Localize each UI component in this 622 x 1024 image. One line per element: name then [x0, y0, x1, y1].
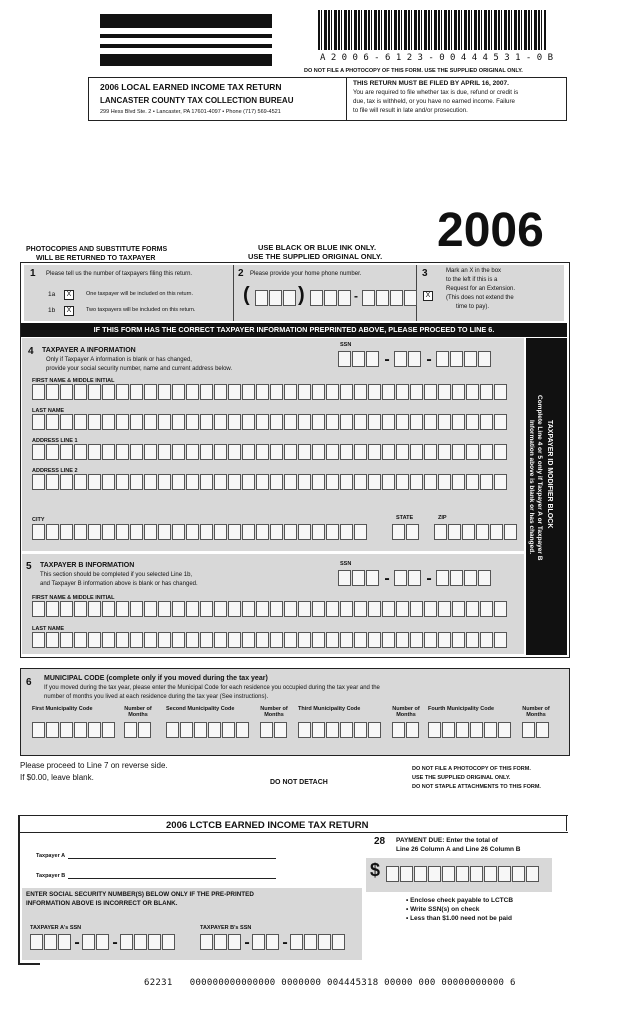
line1b-text: Two taxpayers will be included on this return.	[86, 307, 196, 313]
line3-text-2: to the left if this is a	[446, 277, 498, 283]
phone-paren-open: (	[243, 284, 250, 306]
voucher-taxpayer-b-label: Taxpayer B	[36, 873, 66, 879]
line4-address2-input[interactable]	[32, 474, 508, 490]
voucher-taxpayer-a-label: Taxpayer A	[36, 853, 66, 859]
line1b-checkbox[interactable]: X	[64, 306, 74, 316]
payment-bullet-1: • Enclose check payable to LCTCB	[406, 897, 514, 904]
header-bar-2	[100, 34, 272, 38]
muni-months-2-input[interactable]	[260, 722, 288, 738]
voucher-left-rule	[18, 815, 20, 965]
deadline-text-2: due, tax is withheld, or you have no earned income. Failure	[353, 98, 515, 105]
line4-ssn-input[interactable]: - -	[338, 351, 492, 369]
voucher-taxpayer-b-line[interactable]	[68, 878, 276, 879]
line5-text-2: and Taxpayer B information above is blank or has changed.	[40, 581, 198, 587]
bottom-notice-1: DO NOT FILE A PHOTOCOPY OF THIS FORM.	[412, 766, 531, 772]
bottom-notice-2: USE THE SUPPLIED ORIGINAL ONLY.	[412, 775, 511, 781]
line1a-text: One taxpayer will be included on this return.	[86, 291, 194, 297]
proceed-note-1: Please proceed to Line 7 on reverse side.	[20, 761, 168, 770]
line5-ssn-input[interactable]: - -	[338, 570, 492, 588]
header-address: 299 Hess Blvd Ste. 2 • Lancaster, PA 17601-4097 • Phone (717) 569-4521	[100, 109, 281, 115]
line3-text-3: Request for an Extension.	[446, 286, 516, 292]
header-bar-3	[100, 44, 272, 48]
payment-bullet-3: • Less than $1.00 need not be paid	[406, 915, 512, 922]
voucher-bottom-rule	[18, 963, 40, 965]
line4-last-name-input[interactable]	[32, 414, 508, 430]
muni-code-1-input[interactable]	[32, 722, 116, 738]
line5-ssn-label: SSN	[340, 561, 352, 567]
voucher-right-rule	[566, 815, 567, 831]
line3-text-4: (This does not extend the	[446, 295, 514, 301]
header-title-1: 2006 LOCAL EARNED INCOME TAX RETURN	[100, 82, 282, 92]
photocopies-note-2: WILL BE RETURNED TO TAXPAYER	[36, 255, 156, 262]
side-block-text-1: Complete Line 4 or 5 only if Taxpayer A or Taxpayer B	[536, 395, 543, 561]
voucher-ssn-note-2: INFORMATION ABOVE IS INCORRECT OR BLANK.	[26, 900, 178, 907]
muni-col-1: First Municipality Code	[32, 706, 93, 712]
line3-text-1: Mark an X in the box	[446, 268, 502, 274]
line4-address1-label: ADDRESS LINE 1	[32, 438, 78, 444]
line4-state-label: STATE	[396, 515, 414, 521]
phone-line[interactable]	[362, 290, 418, 306]
muni-col-8: Number of Months	[522, 706, 550, 718]
line6-number: 6	[26, 677, 32, 688]
line4-text-1: Only if Taxpayer A information is blank or has changed,	[46, 357, 192, 363]
header-title-2: LANCASTER COUNTY TAX COLLECTION BUREAU	[100, 96, 294, 105]
line4-first-name-label: FIRST NAME & MIDDLE INITIAL	[32, 378, 115, 384]
line4-first-name-input[interactable]	[32, 384, 508, 400]
line1b-label: 1b	[48, 307, 56, 314]
deadline-text-1: You are required to file whether tax is due, refund or credit is	[353, 89, 519, 96]
payment-text-2: Line 26 Column A and Line 26 Column B	[396, 846, 521, 853]
ink-note-2: USE THE SUPPLIED ORIGINAL ONLY.	[248, 252, 383, 261]
phone-area-code[interactable]	[255, 290, 297, 306]
header-divider	[346, 77, 347, 121]
voucher-b-ssn-label: TAXPAYER B's SSN	[200, 925, 252, 931]
line1-number: 1	[30, 268, 36, 279]
line1a-label: 1a	[48, 291, 56, 298]
payment-amount-input[interactable]	[386, 866, 540, 882]
line1a-checkbox[interactable]: X	[64, 290, 74, 300]
voucher-b-ssn-input[interactable]: - -	[200, 934, 346, 952]
voucher-a-ssn-input[interactable]: - -	[30, 934, 176, 952]
line4-number: 4	[28, 346, 34, 357]
side-block-title: TAXPAYER ID MODIFIER BLOCK	[546, 420, 553, 529]
deadline-text-3: to file will result in late and/or prosecution.	[353, 107, 468, 114]
muni-col-6: Number of Months	[392, 706, 420, 718]
muni-col-3: Second Municipality Code	[166, 706, 235, 712]
line6-text-2: number of months you lived at each residence during the tax year (See instructions).	[44, 694, 269, 700]
line3-number: 3	[422, 268, 428, 279]
extension-checkbox[interactable]: X	[423, 291, 433, 301]
phone-dash: -	[354, 289, 358, 303]
muni-months-1-input[interactable]	[124, 722, 152, 738]
voucher-section-rule	[18, 832, 568, 833]
line4-zip-input[interactable]	[434, 524, 518, 540]
line6-text-1: If you moved during the tax year, please enter the Municipal Code for each residence you occupied during the tax year and the	[44, 685, 380, 691]
voucher-title: 2006 LCTCB EARNED INCOME TAX RETURN	[166, 820, 369, 831]
payment-bullet-2: • Write SSN(s) on check	[406, 906, 480, 913]
do-not-detach: DO NOT DETACH	[270, 779, 328, 786]
muni-col-5: Third Municipality Code	[298, 706, 361, 712]
muni-col-7: Fourth Municipality Code	[428, 706, 494, 712]
line5-first-name-label: FIRST NAME & MIDDLE INITIAL	[32, 595, 115, 601]
line4-address2-label: ADDRESS LINE 2	[32, 468, 78, 474]
line5-number: 5	[26, 561, 32, 572]
payment-text-1: PAYMENT DUE: Enter the total of	[396, 837, 498, 844]
phone-prefix[interactable]	[310, 290, 352, 306]
line2-text: Please provide your home phone number.	[250, 271, 362, 277]
proceed-note-2: If $0.00, leave blank.	[20, 773, 94, 782]
line5-title: TAXPAYER B INFORMATION	[40, 562, 135, 569]
bottom-notice-3: DO NOT STAPLE ATTACHMENTS TO THIS FORM.	[412, 784, 541, 790]
correct-info-banner: IF THIS FORM HAS THE CORRECT TAXPAYER INFORMATION PREPRINTED ABOVE, PLEASE PROCEED TO LINE 6.	[21, 323, 567, 337]
line5-last-name-label: LAST NAME	[32, 626, 65, 632]
barcode	[318, 10, 546, 50]
header-bar-4	[100, 54, 272, 66]
voucher-a-ssn-label: TAXPAYER A's SSN	[30, 925, 82, 931]
line4-address1-input[interactable]	[32, 444, 508, 460]
top-notice: DO NOT FILE A PHOTOCOPY OF THIS FORM. USE THE SUPPLIED ORIGINAL ONLY.	[304, 68, 523, 74]
voucher-taxpayer-a-line[interactable]	[68, 858, 276, 859]
voucher-top-rule	[18, 815, 568, 816]
side-block-text-2: Information above is blank or has changed.	[528, 420, 535, 554]
payment-dollar-sign: $	[370, 860, 381, 880]
line6-title: MUNICIPAL CODE (complete only if you moved during the tax year)	[44, 675, 268, 682]
line4-title: TAXPAYER A INFORMATION	[42, 347, 136, 354]
muni-col-2: Number of Months	[124, 706, 152, 718]
muni-months-3-input[interactable]	[392, 722, 420, 738]
line4-ssn-label: SSN	[340, 342, 352, 348]
payment-line-number: 28	[374, 836, 386, 847]
muni-code-4-input[interactable]	[428, 722, 512, 738]
line4-last-name-label: LAST NAME	[32, 408, 65, 414]
muni-months-4-input[interactable]	[522, 722, 550, 738]
line4-text-2: provide your social security number, name and current address below.	[46, 366, 233, 372]
line1-divider	[233, 265, 234, 321]
header-bar-1	[100, 14, 272, 28]
line4-zip-label: ZIP	[438, 515, 447, 521]
line4-state-input[interactable]	[392, 524, 420, 540]
deadline-bold: THIS RETURN MUST BE FILED BY APRIL 16, 2007.	[353, 80, 509, 87]
voucher-ssn-note-1: ENTER SOCIAL SECURITY NUMBER(S) BELOW ONLY IF THE PRE-PRINTED	[26, 891, 254, 898]
muni-code-3-input[interactable]	[298, 722, 382, 738]
line5-first-name-input[interactable]	[32, 601, 508, 617]
line3-text-5: time to pay).	[456, 304, 490, 310]
scan-line: 62231 000000000000000 0000000 004445318 00000 000 00000000000 6	[144, 978, 516, 988]
form-year: 2006	[437, 204, 544, 257]
line4-city-input[interactable]	[32, 524, 368, 540]
line2-number: 2	[238, 268, 244, 279]
ink-note-1: USE BLACK OR BLUE INK ONLY.	[258, 243, 377, 252]
line5-last-name-input[interactable]	[32, 632, 508, 648]
line5-text-1: This section should be completed if you selected Line 1b,	[40, 572, 193, 578]
muni-code-2-input[interactable]	[166, 722, 250, 738]
line4-city-label: CITY	[32, 517, 45, 523]
photocopies-note-1: PHOTOCOPIES AND SUBSTITUTE FORMS	[26, 246, 168, 253]
phone-paren-close: )	[298, 284, 305, 306]
line1-text: Please tell us the number of taxpayers filing this return.	[46, 271, 193, 277]
muni-col-4: Number of Months	[260, 706, 288, 718]
barcode-number: A 2 0 0 6 - 6 1 2 3 - 0 0 4 4 4 5 3 1 - 0 B	[320, 53, 553, 63]
